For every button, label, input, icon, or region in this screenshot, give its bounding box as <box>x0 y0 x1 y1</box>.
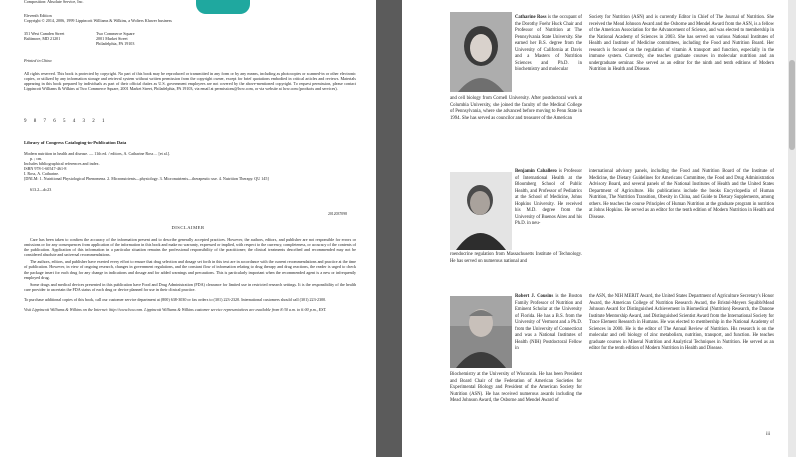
edition-label: Eleventh Edition <box>24 13 52 18</box>
bio-cousins-narrow: Robert J. Cousins is the Boston Family Professor of Nutrition and Eminent Scholar at the University of Florida. He has a B.S. from the University of Vermont and a Ph.D. from the University of Connecticut and was a National Institutes of Health (NIH) Postdoctoral Fellow in <box>515 294 583 352</box>
page-gutter <box>376 0 402 457</box>
publisher-address-2: Two Commerce Square 2001 Market Street Philadelphia, PA 19103 <box>96 31 135 47</box>
bio-ross-wide: and cell biology from Cornell University. After postdoctoral work at Columbia University, she joined the faculty of the Medical College of Pennsylvania, where she advanced before moving to Penn State in 1994. She has served as councilor and treasurer of the American <box>450 96 582 121</box>
cip-identifier: 2012037098 <box>328 212 347 216</box>
portrait-image <box>450 296 512 368</box>
bio-ross-col2: Society for Nutrition (ASN) and is currently Editor in Chief of The Journal of Nutrition. She received the Mead Johnson Award and the Osborne and Mendel Award from the ASN, is a fellow of the American Association for the Advancement of Science, and was elected to membership in the National Academy of Sciences in 2003. She has served on various National Institutes of Health and Institute of Medicine committees, including the Food and Nutrition Board. Her research is focused on the regulation of vitamin A transport and function, especially in the immune system. Currently, she teaches graduate courses in molecular nutrition and an undergraduate seminar. She served as an editor for the ninth and tenth editions of Modern Nutrition in Health and Disease. <box>589 15 774 73</box>
portrait-image <box>450 12 512 92</box>
disclaimer-title: DISCLAIMER <box>171 225 205 230</box>
page-number: iii <box>766 432 771 437</box>
publisher-address-1: 351 West Camden Street Baltimore, MD 21201 <box>24 31 65 42</box>
bio-caballero-narrow: Benjamin Caballero is Professor of International Health at the Bloomberg School of Public Health, and Professor of Pediatrics at the School of Medicine, Johns Hopkins University. He received his M.D. degree from the University of Buenos Aires and his Ph.D. in neu- <box>515 169 582 227</box>
portrait-image <box>450 172 512 250</box>
bio-cousins-wide: Biochemistry at the University of Wisconsin. He has been President and Board Chair of the Federation of American Societies for Experimental Biology and President of the American Society for Nutrition (ASN). He has received numerous awards including the Mead Johnson Award, the Osborne and Mendel Award of <box>450 372 582 404</box>
order-info: To purchase additional copies of this book, call our customer service department at (800) 638-3030 or fax orders to (301) 223-2320. International customers should call (301) 223-2300. <box>24 296 327 302</box>
bio-caballero-col2: international advisory panels, including the Food and Nutrition Board of the Institute of Medicine, the Dietary Guidelines for Americans Committee, the Food and Drug Administration Advisory Board, and several panels of the National Institutes of Health and the United States Department of Agriculture. His publications include the books Encyclopedia of Human Nutrition, The Nutrition Transition, Obesity in China, and Guide to Dietary Supplements, among others. He teaches the course Principles of Human Nutrition at the graduate program in nutrition at Johns Hopkins. He served as an editor for the tenth edition of Modern Nutrition in Health and Disease. <box>589 169 774 220</box>
editor-name-ross: Catharine Ross <box>515 15 547 20</box>
copyright-page <box>0 0 376 457</box>
cip-data: Modern nutrition in health and disease. — 11th ed. / editors, A. Catharine Ross ... [et al.]. p. ; cm. Includes bibliographical references and index. ISBN 978-1-60547-461-8 I. Ross, A. Catharine. [DNLM: 1. Nutritional Physiological Phenomena. 2. Micronutrients—physiology. 3. Micronutrients—therapeutic use. 4. Nutrition Therapy. QU 145] 613.2—dc23 <box>24 151 269 192</box>
scrollbar-thumb[interactable] <box>789 60 795 150</box>
cip-heading: Library of Congress Cataloging-in-Publication Data <box>24 140 127 145</box>
rights-statement: All rights reserved. This book is protected by copyright. No part of this book may be reproduced or transmitted in any form or by any means, including as photocopies or scanned-in or other electronic copies, or utilized by any information storage and retrieval system without written permission from the copyright owner, except for brief quotations embodied in critical articles and reviews. Materials appearing in this book prepared by individuals as part of their official duties as U.S. government employees are not covered by the above-mentioned copyright. To request permission, please contact Lippincott Williams & Wilkins at Two Commerce Square, 2001 Market Street, Philadelphia, PA 19103, via email at permissions@lww.com, or via website at lww.com (products and services). <box>24 71 356 92</box>
editor-photo-ross <box>450 12 512 92</box>
editor-name-cousins: Robert J. Cousins <box>515 294 554 299</box>
editors-page <box>402 0 788 457</box>
print-line: 9 8 7 6 5 4 3 2 1 <box>24 119 108 124</box>
vertical-scrollbar[interactable] <box>788 0 796 457</box>
printed-in: Printed in China <box>24 58 52 63</box>
website-info: Visit Lippincott Williams & Wilkins on the Internet: http://www.lww.com. Lippincott Williams & Wilkins customer service representatives are available from 8:30 a.m. to 6:00 p.m., EST. <box>24 307 327 313</box>
bio-cousins-col2: the ASN, the NIH MERIT Award, the United States Department of Agriculture Secretary's Honor Award, the American College of Nutrition Research Award, the Bristol-Meyers Squibb/Mead Johnson Award for Distinguished Achievement in Biomedical (Nutrition) Research, the Danone Institute Mentorship Award, and Distinguished Scientist Award from the International Society for Trace Element Research in Humans. He was elected to membership in the National Academy of Sciences in 2000. He is the editor of The Annual Review of Nutrition. His research is on the molecular and cell biology of zinc metabolism, nutrition, transport, and function. He teaches graduate courses in Mineral Nutrition and Analytical Techniques in Nutrition. He served as an editor for the tenth edition of Modern Nutrition in Health and Disease. <box>589 294 774 352</box>
copyright-line: Copyright © 2014, 2006, 1999 Lippincott Williams & Wilkins, a Wolters Kluwer business <box>24 18 172 23</box>
editor-name-caballero: Benjamin Caballero <box>515 169 557 174</box>
composition-line: Composition: Absolute Service, Inc. <box>24 0 84 4</box>
disclaimer-body: Care has been taken to confirm the accuracy of the information present and to describe generally accepted practices. However, the authors, editors, and publisher are not responsible for errors or omissions or for any consequences from application of the information in this book and make no warranty, expressed or implied, with respect to the currency, completeness, or accuracy of the contents of the publication. Application of this information in a particular situation remains the professional responsibility of the practitioner; the clinical treatments described and recommended may not be considered absolute and universal recommendations. The authors, editors, and publisher have exerted every effort to ensure that drug selection and dosage set forth in this text are in accordance with the current recommendations and practice at the time of publication. However, in view of ongoing research, changes in government regulations, and the constant flow of information relating to drug therapy and drug reactions, the reader is urged to check the package insert for each drug for any change in indications and dosage and for added warnings and precautions. This is particularly important when the recommended agent is a new or infrequently employed drug. Some drugs and medical devices presented in this publication have Food and Drug Administration (FDA) clearance for limited use in restricted research settings. It is the responsibility of the health care provider to ascertain the FDA status of each drug or device planned for use in their clinical practice. To purchase additional copies of this book, call our customer service department at (800) 638-3030 or fax orders to (301) 223-2320. International customers should call (301) 223-2300. Visit Lippincott Williams & Wilkins on the Internet: http://www.lww.com. Lippincott Williams & Wilkins customer service representatives are available from 8:30 a.m. to 6:00 p.m., EST. <box>24 237 356 313</box>
bio-caballero-wide: roendocrine regulation from Massachusetts Institute of Technology. He has served on numerous national and <box>450 252 582 264</box>
editor-photo-cousins <box>450 296 512 368</box>
publisher-logo-fragment <box>196 0 250 14</box>
editor-photo-caballero <box>450 172 512 250</box>
bio-ross-narrow: Catharine Ross is the occupant of the Dorothy Foehr Huck Chair and Professor of Nutrition at The Pennsylvania State University. She earned her B.S. degree from the University of California at Davis and a Masters of Nutrition Sciences and Ph.D. in biochemistry and molecular <box>515 15 582 73</box>
